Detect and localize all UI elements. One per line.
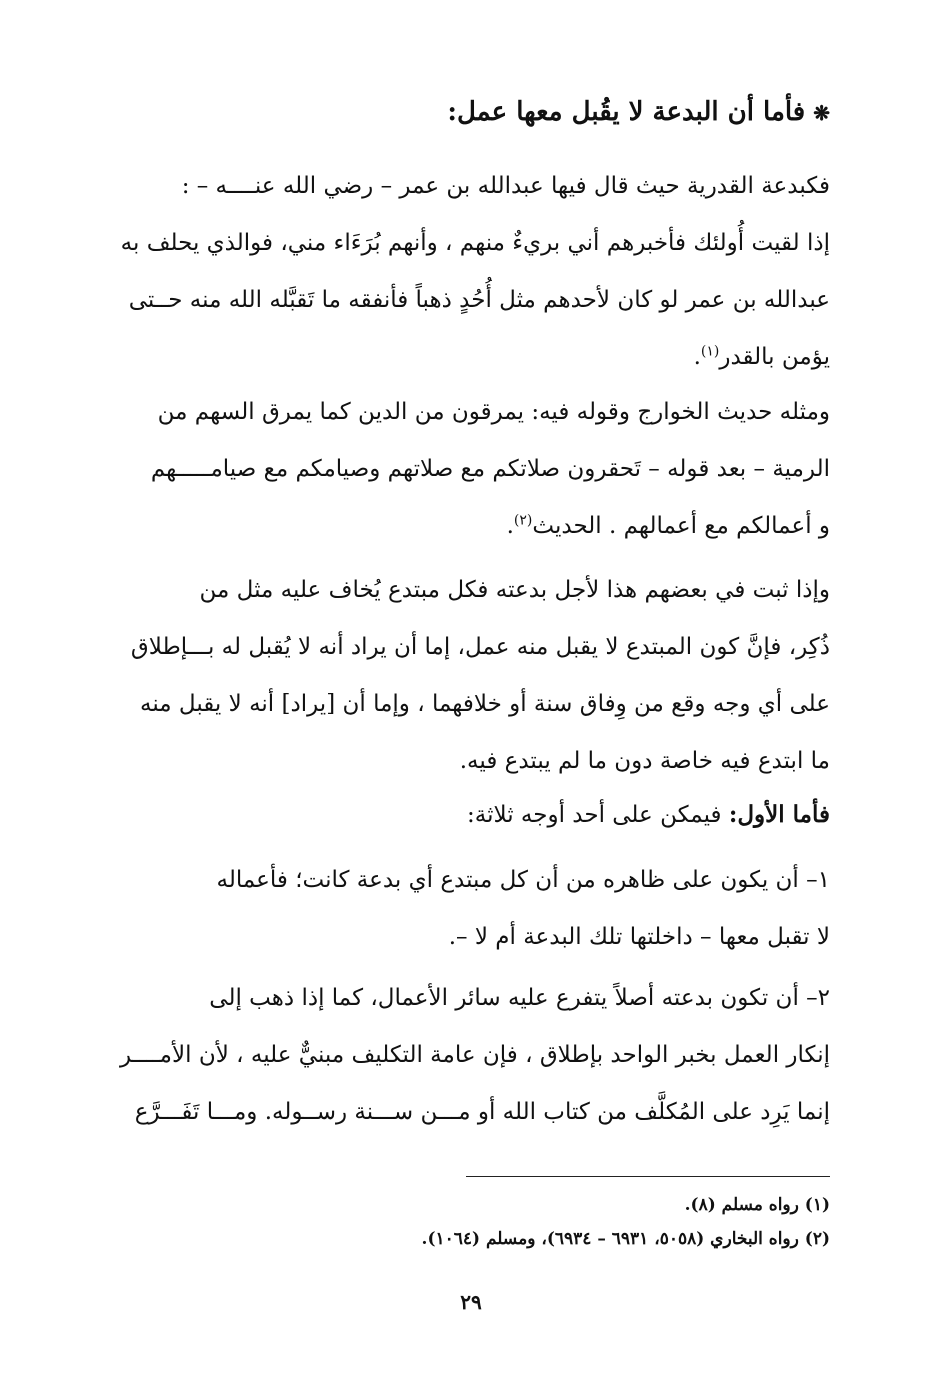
line-end: .: [693, 344, 701, 370]
footnotes: [112, 1188, 830, 1256]
paragraph-line: إنما يَرِد على المُكلَّف من كتاب الله أو مـــن ســـنة رســوله. ومـــا تَفَـــرَّع: [134, 1099, 830, 1125]
paragraph-line: ما ابتدع فيه خاصة دون ما لم يبتدع فيه.: [459, 748, 830, 774]
paragraph-2: [112, 384, 830, 555]
paragraph-line: [112, 786, 830, 843]
paragraph-line: ذُكِر، فإنَّ كون المبتدع لا يقبل منه عمل، إما أن يراد أنه لا يُقبل له بـــإطلاق: [130, 634, 830, 660]
page-number: ٢٩: [460, 1290, 482, 1314]
line-end: .: [506, 513, 514, 539]
paragraph-line: عبدالله بن عمر لو كان لأحدهم مثل أُحُدٍ ذهباً فأنفقه ما تَقبَّله الله منه حــتى: [128, 287, 830, 313]
paragraph-line: [112, 329, 830, 386]
paragraph-line: الرمية – بعد قوله – تَحقرون صلاتكم مع صلاتهم وصيامكم مع صيامـــــهم: [150, 456, 830, 482]
paragraph-line: ٢– أن تكون بدعته أصلاً يتفرع عليه سائر الأعمال، كما إذا ذهب إلى: [209, 985, 830, 1011]
paragraph-1: [112, 158, 830, 386]
footnote-2: (٢) رواه البخاري (٥٠٥٨، ٦٩٣١ – ٦٩٣٤)، ومسلم (١٠٦٤).: [421, 1229, 830, 1249]
footnote-1: (١) رواه مسلم (٨).: [684, 1195, 830, 1215]
paragraph-4: [112, 786, 830, 843]
paragraph-6: [112, 970, 830, 1141]
paragraph-line: إنكار العمل بخبر الواحد بإطلاق ، فإن عامة التكليف مبنيٌّ عليه ، لأن الأمــــر: [120, 1042, 830, 1068]
line-text: و أعمالكم مع أعمالهم . الحديث: [532, 513, 830, 539]
section-heading: [110, 92, 830, 133]
paragraph-line: لا تقبل معها – داخلتها تلك البدعة أم لا –.: [448, 924, 830, 950]
paragraph-line: ١– أن يكون على ظاهره من أن كل مبتدع أي بدعة كانت؛ فأعماله: [216, 867, 830, 893]
paragraph-line: وإذا ثبت في بعضهم هذا لأجل بدعته فكل مبتدع يُخاف عليه مثل من: [199, 577, 830, 603]
paragraph-line: [112, 498, 830, 555]
paragraph-line: على أي وجه وقع من وِفاق سنة أو خلافهما ، وإما أن [يراد] أنه لا يقبل منه: [140, 691, 830, 717]
footnote-ref: (١): [700, 343, 720, 360]
paragraph-line: فكبدعة القدرية حيث قال فيها عبدالله بن عمر – رضي الله عنــــه – :: [181, 173, 830, 199]
line-text: فيمكن على أحد أوجه ثلاثة:: [467, 802, 722, 828]
bold-lead-text: فأما الأول:: [728, 801, 830, 828]
paragraph-5: [112, 852, 830, 966]
paragraph-line: ومثله حديث الخوارج وقوله فيه: يمرقون من الدين كما يمرق السهم من: [157, 399, 830, 425]
heading-text: فأما أن البدعة لا يقُبل معها عمل:: [447, 97, 806, 127]
footnote-ref: (٢): [513, 512, 533, 529]
line-text: يؤمن بالقدر: [719, 344, 830, 370]
paragraph-line: إذا لقيت أُولئك فأخبرهم أني بريءٌ منهم ، وأنهم بُرَءَاء مني، فوالذي يحلف به: [120, 230, 830, 256]
star-ornament-icon: ❋: [813, 101, 830, 125]
paragraph-3: [112, 562, 830, 790]
footnote-divider: [466, 1176, 830, 1177]
